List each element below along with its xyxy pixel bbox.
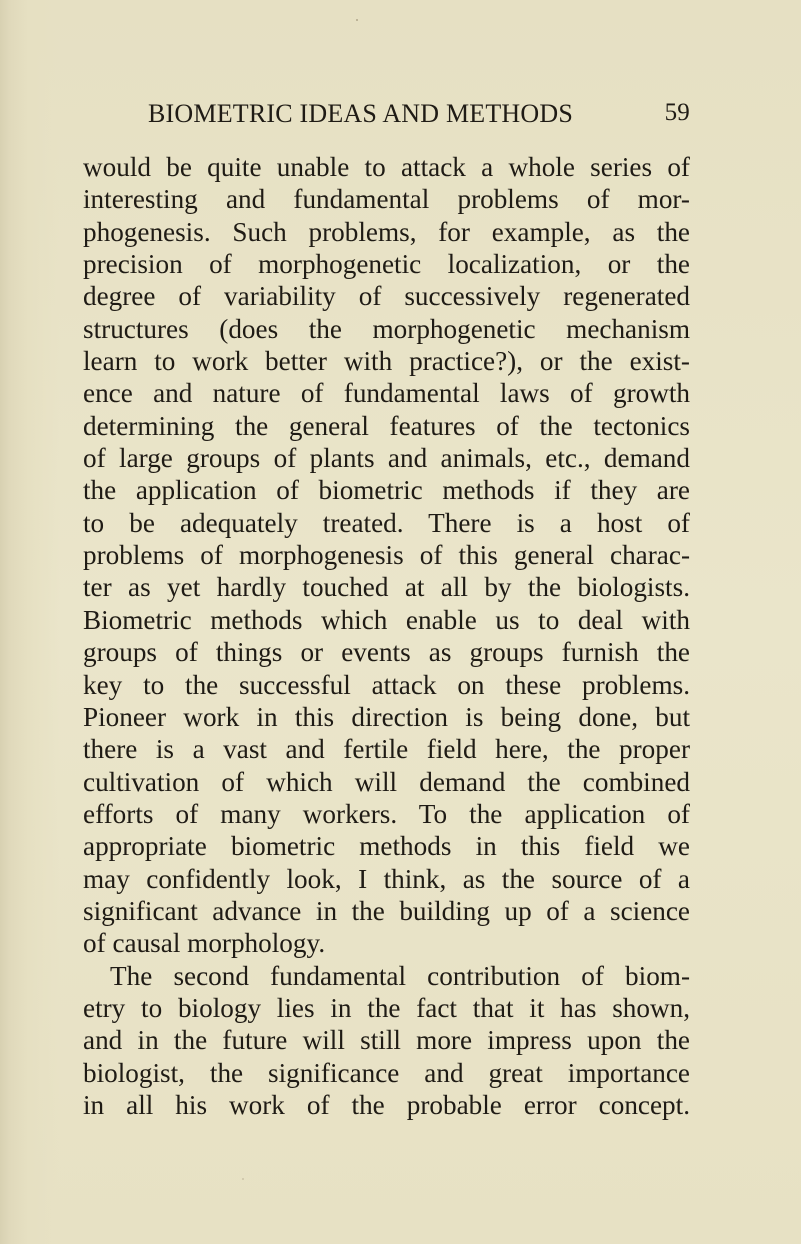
text-line: Biometric methods which enable us to deal with (83, 604, 690, 635)
body-text (83, 151, 690, 1121)
text-line: structures (does the morphogenetic mechanism (83, 313, 690, 344)
text-line: cultivation of which will demand the combined (83, 766, 690, 797)
text-line: ence and nature of fundamental laws of growth (83, 378, 690, 409)
page-number: 59 (664, 99, 690, 126)
text-line: there is a vast and fertile field here, the proper (83, 734, 690, 765)
text-line: Pioneer work in this direction is being done, but (83, 701, 690, 732)
text-line: problems of morphogenesis of this general charac- (83, 540, 690, 571)
text-line: of causal morphology. (83, 928, 326, 959)
text-line: degree of variability of successively regenerated (83, 281, 690, 312)
paper-speck (356, 19, 358, 21)
text-line: etry to biology lies in the fact that it has shown, (83, 992, 690, 1023)
text-line: interesting and fundamental problems of mor- (83, 184, 690, 215)
paper-speck (242, 1178, 244, 1180)
text-line: the application of biometric methods if they are (83, 475, 690, 506)
text-line: ter as yet hardly touched at all by the biologists. (83, 572, 690, 603)
text-line: learn to work better with practice?), or the exist- (83, 346, 690, 377)
text-line: biologist, the significance and great importance (83, 1057, 690, 1088)
text-line: in all his work of the probable error concept. (83, 1089, 690, 1120)
text-line: and in the future will still more impress upon the (83, 1025, 690, 1056)
text-line: significant advance in the building up of a science (83, 895, 690, 926)
text-line: precision of morphogenetic localization, or the (83, 249, 690, 280)
text-line: would be quite unable to attack a whole series of (83, 152, 690, 182)
running-head (148, 99, 690, 133)
paragraph-1 (83, 151, 690, 960)
text-line: groups of things or events as groups furnish the (83, 637, 690, 668)
text-line: may confidently look, I think, as the source of a (83, 863, 690, 894)
running-head-title: BIOMETRIC IDEAS AND METHODS (148, 99, 574, 128)
text-line: of large groups of plants and animals, etc., demand (83, 443, 690, 474)
text-line: to be adequately treated. There is a host of (83, 507, 690, 538)
text-line: key to the successful attack on these problems. (83, 669, 690, 700)
text-line: efforts of many workers. To the application of (83, 798, 690, 829)
text-line: phogenesis. Such problems, for example, as the (83, 216, 690, 247)
paragraph-2 (83, 960, 690, 1122)
text-line: appropriate biometric methods in this field we (83, 831, 690, 862)
text-line: The second fundamental contribution of biom- (110, 960, 690, 991)
text-line: determining the general features of the tectonics (83, 410, 690, 441)
